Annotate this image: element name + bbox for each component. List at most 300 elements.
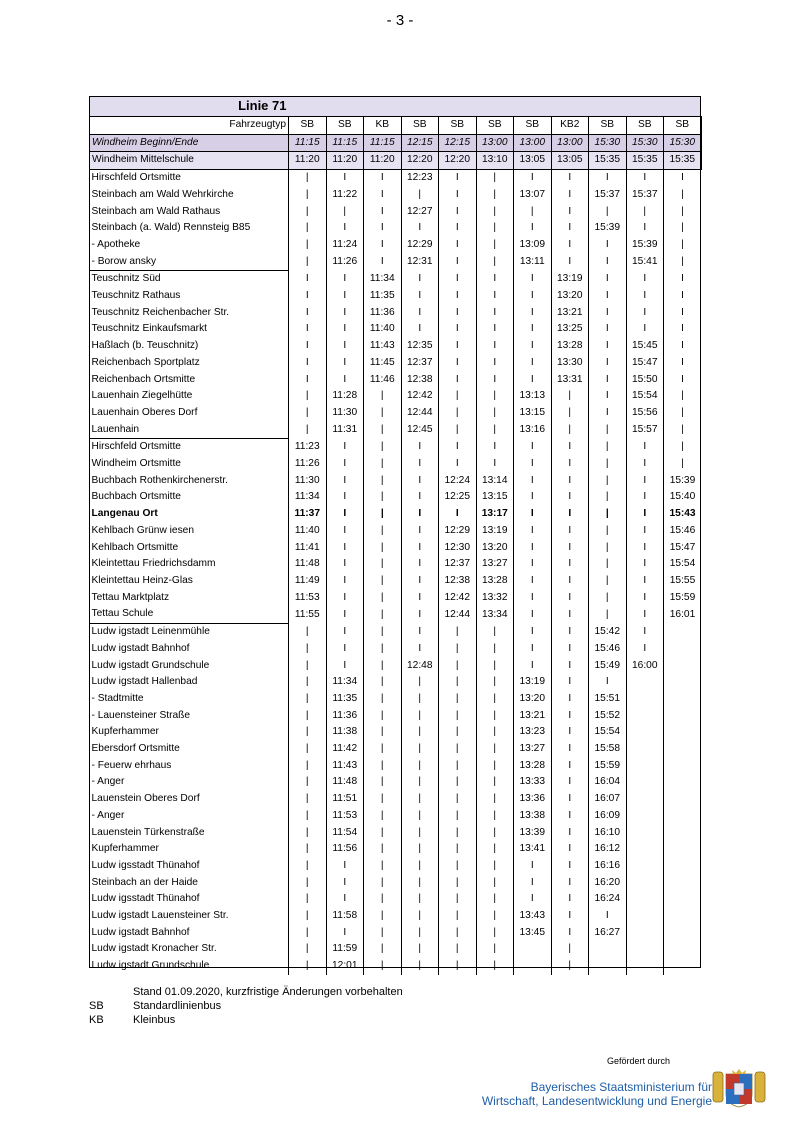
departure-time: | <box>476 641 514 658</box>
departure-time: | <box>439 791 477 808</box>
departure-time: I <box>626 489 664 506</box>
departure-time: I <box>589 237 627 254</box>
departure-time: | <box>476 187 514 204</box>
departure-time: | <box>289 858 327 875</box>
departure-time: I <box>326 658 364 675</box>
departure-time: I <box>326 925 364 942</box>
departure-time: 12:20 <box>439 152 477 170</box>
stop-name: - Anger <box>91 776 125 788</box>
departure-time: I <box>514 641 552 658</box>
departure-time: | <box>476 858 514 875</box>
departure-time: I <box>551 791 589 808</box>
departure-time: | <box>289 422 327 439</box>
departure-time: I <box>401 606 439 623</box>
departure-time: | <box>589 606 627 623</box>
departure-time: | <box>364 858 402 875</box>
departure-time: | <box>439 708 477 725</box>
departure-time: | <box>289 908 327 925</box>
departure-time: 16:10 <box>589 825 627 842</box>
departure-time: | <box>476 941 514 958</box>
departure-time: | <box>439 875 477 892</box>
departure-time: I <box>514 372 552 389</box>
departure-time: 13:20 <box>476 540 514 557</box>
departure-time: I <box>626 271 664 288</box>
departure-time: I <box>514 473 552 490</box>
departure-time: I <box>326 355 364 372</box>
departure-time: 12:44 <box>401 405 439 422</box>
departure-time: I <box>551 456 589 473</box>
departure-time: 15:43 <box>664 506 702 523</box>
departure-time: I <box>589 372 627 389</box>
stop-name: Ebersdorf Ortsmitte <box>91 743 180 755</box>
departure-time: | <box>476 237 514 254</box>
departure-time: | <box>589 556 627 573</box>
departure-time: 13:28 <box>476 573 514 590</box>
departure-time: 11:26 <box>289 456 327 473</box>
departure-time: I <box>551 691 589 708</box>
departure-time: | <box>401 875 439 892</box>
departure-time: I <box>551 473 589 490</box>
stop-name: Buchbach Ortsmitte <box>91 491 181 503</box>
departure-time: | <box>514 204 552 221</box>
departure-time: | <box>364 908 402 925</box>
departure-time: 12:29 <box>439 523 477 540</box>
departure-time: I <box>551 624 589 641</box>
departure-time: | <box>476 925 514 942</box>
departure-time: | <box>289 204 327 221</box>
departure-time: 15:35 <box>589 152 627 170</box>
departure-time: 11:53 <box>326 808 364 825</box>
stop-name: - Apotheke <box>91 238 141 250</box>
departure-time: 12:01 <box>326 958 364 975</box>
departure-time: 13:10 <box>476 152 514 170</box>
departure-time: | <box>289 708 327 725</box>
departure-time: I <box>664 305 702 322</box>
departure-time: I <box>326 606 364 623</box>
departure-time: I <box>514 590 552 607</box>
line-name: Linie 71 <box>90 97 289 117</box>
departure-time: 13:38 <box>514 808 552 825</box>
departure-time: I <box>326 624 364 641</box>
departure-time: I <box>551 825 589 842</box>
departure-time: 12:38 <box>401 372 439 389</box>
departure-time: I <box>589 388 627 405</box>
departure-time: | <box>589 422 627 439</box>
vehicle-type-cell: SB <box>326 117 364 135</box>
departure-time: | <box>589 473 627 490</box>
departure-time: 13:05 <box>514 152 552 170</box>
departure-time: | <box>401 774 439 791</box>
departure-time: | <box>289 187 327 204</box>
departure-time: | <box>401 691 439 708</box>
departure-time: | <box>551 422 589 439</box>
departure-time: 11:36 <box>364 305 402 322</box>
departure-time: I <box>401 556 439 573</box>
departure-time: 13:27 <box>476 556 514 573</box>
departure-time: I <box>401 321 439 338</box>
departure-time: 13:21 <box>514 708 552 725</box>
vehicle-type-cell: KB2 <box>551 117 589 135</box>
departure-time: 13:45 <box>514 925 552 942</box>
departure-time: I <box>626 305 664 322</box>
vehicle-type-cell: SB <box>514 117 552 135</box>
departure-time: I <box>514 220 552 237</box>
departure-time: | <box>476 758 514 775</box>
departure-time: I <box>514 658 552 675</box>
departure-time: I <box>626 170 664 187</box>
departure-time: | <box>439 658 477 675</box>
stop-name: Buchbach Rothenkirchenerstr. <box>91 474 228 486</box>
departure-time: 11:15 <box>289 134 327 152</box>
departure-time: 11:34 <box>326 674 364 691</box>
departure-time: | <box>364 388 402 405</box>
stop-name: Windheim Ortsmitte <box>91 458 181 470</box>
departure-time: I <box>551 556 589 573</box>
departure-time: I <box>326 858 364 875</box>
departure-time: | <box>476 808 514 825</box>
stop-name: - Anger <box>91 809 125 821</box>
departure-time: I <box>551 908 589 925</box>
departure-time: | <box>401 808 439 825</box>
departure-time: I <box>364 170 402 187</box>
departure-time: 11:36 <box>326 708 364 725</box>
departure-time: I <box>289 338 327 355</box>
departure-time: I <box>626 556 664 573</box>
departure-time: I <box>514 355 552 372</box>
departure-time: I <box>514 170 552 187</box>
departure-time: | <box>476 908 514 925</box>
departure-time: 11:34 <box>289 489 327 506</box>
departure-time: 11:37 <box>289 506 327 523</box>
departure-time: | <box>476 791 514 808</box>
sponsor-label: Gefördert durch <box>606 1056 670 1066</box>
stop-name: Ludw igstadt Bahnhof <box>91 642 190 654</box>
departure-time: 13:43 <box>514 908 552 925</box>
departure-time: 15:45 <box>626 338 664 355</box>
vehicle-type-cell: SB <box>476 117 514 135</box>
ministry-name <box>482 1080 712 1108</box>
departure-time: 13:00 <box>514 134 552 152</box>
departure-time: | <box>589 540 627 557</box>
departure-time: I <box>626 456 664 473</box>
departure-time: | <box>401 724 439 741</box>
departure-time: I <box>551 573 589 590</box>
departure-time: I <box>589 405 627 422</box>
departure-time: | <box>664 204 702 221</box>
departure-time: | <box>364 405 402 422</box>
departure-time: | <box>439 841 477 858</box>
departure-time: I <box>364 237 402 254</box>
departure-time: I <box>626 641 664 658</box>
departure-time: 11:59 <box>326 941 364 958</box>
departure-time: I <box>439 372 477 389</box>
departure-time: 13:11 <box>514 254 552 271</box>
departure-time: I <box>439 204 477 221</box>
departure-time: 15:35 <box>626 152 664 170</box>
departure-time: I <box>289 288 327 305</box>
departure-time: I <box>439 170 477 187</box>
departure-time: 15:54 <box>664 556 702 573</box>
departure-time: I <box>289 321 327 338</box>
stop-name: Steinbach am Wald Rathaus <box>91 205 221 217</box>
stop-name: Reichenbach Sportplatz <box>91 356 200 368</box>
departure-time: 15:54 <box>589 724 627 741</box>
departure-time: 15:39 <box>626 237 664 254</box>
departure-time: 15:59 <box>589 758 627 775</box>
departure-time: | <box>476 875 514 892</box>
departure-time: | <box>364 489 402 506</box>
departure-time: I <box>476 372 514 389</box>
departure-time: I <box>326 573 364 590</box>
departure-time: I <box>439 321 477 338</box>
departure-time: 15:57 <box>626 422 664 439</box>
stop-name: Ludw igstadt Lauensteiner Str. <box>91 910 229 922</box>
departure-time: 11:54 <box>326 825 364 842</box>
departure-time: | <box>476 674 514 691</box>
departure-time: | <box>664 237 702 254</box>
departure-time: I <box>589 288 627 305</box>
departure-time: 11:24 <box>326 237 364 254</box>
timetable-frame <box>89 96 701 968</box>
departure-time: I <box>626 220 664 237</box>
departure-time: 11:43 <box>326 758 364 775</box>
stand-note: Stand 01.09.2020, kurzfristige Änderungen vorbehalten <box>133 986 403 998</box>
departure-time: I <box>664 288 702 305</box>
departure-time: I <box>401 573 439 590</box>
departure-time: I <box>514 489 552 506</box>
departure-time: I <box>551 439 589 456</box>
departure-time: I <box>514 606 552 623</box>
departure-time: | <box>589 506 627 523</box>
departure-time: | <box>289 237 327 254</box>
stop-name: Ludw igstadt Hallenbad <box>91 676 198 688</box>
departure-time: 11:42 <box>326 741 364 758</box>
departure-time: | <box>289 674 327 691</box>
departure-time: I <box>664 338 702 355</box>
departure-time: | <box>589 489 627 506</box>
departure-time: | <box>589 204 627 221</box>
departure-time: I <box>551 506 589 523</box>
departure-time: 13:00 <box>476 134 514 152</box>
departure-time: I <box>439 271 477 288</box>
departure-time: | <box>364 741 402 758</box>
departure-time: 15:52 <box>589 708 627 725</box>
departure-time: 11:34 <box>364 271 402 288</box>
departure-time: I <box>401 624 439 641</box>
departure-time: I <box>551 590 589 607</box>
departure-time: I <box>589 271 627 288</box>
departure-time: | <box>439 825 477 842</box>
departure-time: I <box>476 355 514 372</box>
departure-time: I <box>626 439 664 456</box>
departure-time: 12:44 <box>439 606 477 623</box>
departure-time: 13:19 <box>551 271 589 288</box>
departure-time: I <box>514 305 552 322</box>
departure-time: 11:49 <box>289 573 327 590</box>
departure-time: | <box>289 941 327 958</box>
stop-name: Langenau Ort <box>91 508 158 520</box>
stop-name: Hirschfeld Ortsmitte <box>91 441 181 453</box>
departure-time: | <box>476 388 514 405</box>
departure-time: I <box>551 523 589 540</box>
stop-name: Reichenbach Ortsmitte <box>91 373 196 385</box>
departure-time: I <box>326 641 364 658</box>
departure-time: | <box>289 875 327 892</box>
departure-time: 13:20 <box>551 288 589 305</box>
departure-time: | <box>551 405 589 422</box>
departure-time: I <box>401 271 439 288</box>
departure-time: I <box>326 170 364 187</box>
departure-time: 15:30 <box>589 134 627 152</box>
departure-time: | <box>289 741 327 758</box>
departure-time: 13:34 <box>476 606 514 623</box>
departure-time: | <box>364 658 402 675</box>
departure-time: I <box>476 321 514 338</box>
departure-time: 15:55 <box>664 573 702 590</box>
departure-time: I <box>514 540 552 557</box>
departure-time: 15:40 <box>664 489 702 506</box>
departure-time: 13:13 <box>514 388 552 405</box>
departure-time: I <box>326 271 364 288</box>
departure-time: | <box>439 758 477 775</box>
departure-time: I <box>589 305 627 322</box>
departure-time: I <box>401 305 439 322</box>
departure-time: I <box>551 641 589 658</box>
departure-time: | <box>364 891 402 908</box>
departure-time: 15:39 <box>589 220 627 237</box>
departure-time: 11:38 <box>326 724 364 741</box>
stop-name: Steinbach (a. Wald) Rennsteig B85 <box>91 222 251 234</box>
departure-time: 11:30 <box>326 405 364 422</box>
departure-time: I <box>626 573 664 590</box>
departure-time: | <box>289 825 327 842</box>
departure-time: 13:28 <box>514 758 552 775</box>
stop-name: Kleintettau Heinz-Glas <box>91 574 193 586</box>
departure-time: I <box>401 473 439 490</box>
departure-time: I <box>439 506 477 523</box>
vehicle-type-cell: KB <box>364 117 402 135</box>
stop-name: Teuschnitz Einkaufsmarkt <box>91 323 208 335</box>
departure-time: I <box>664 355 702 372</box>
departure-time: | <box>364 439 402 456</box>
departure-time: | <box>364 422 402 439</box>
departure-time: 16:12 <box>589 841 627 858</box>
departure-time: I <box>476 271 514 288</box>
departure-time: | <box>401 187 439 204</box>
departure-time: I <box>289 355 327 372</box>
stop-name: Haßlach (b. Teuschnitz) <box>91 340 199 352</box>
departure-time: | <box>364 875 402 892</box>
departure-time: | <box>439 941 477 958</box>
departure-time: 13:39 <box>514 825 552 842</box>
departure-time: I <box>326 305 364 322</box>
departure-time: | <box>364 774 402 791</box>
departure-time: 12:35 <box>401 338 439 355</box>
departure-time: 11:51 <box>326 791 364 808</box>
departure-time: I <box>664 170 702 187</box>
departure-time: | <box>364 556 402 573</box>
departure-time: I <box>514 891 552 908</box>
departure-time: | <box>439 774 477 791</box>
departure-time: 12:20 <box>401 152 439 170</box>
departure-time: I <box>401 439 439 456</box>
departure-time: I <box>439 288 477 305</box>
departure-time: | <box>289 925 327 942</box>
departure-time: I <box>514 456 552 473</box>
departure-time: | <box>439 891 477 908</box>
stop-name: Kupferhammer <box>91 726 159 738</box>
stop-name: - Stadtmitte <box>91 692 144 704</box>
departure-time: 13:25 <box>551 321 589 338</box>
departure-time: I <box>626 321 664 338</box>
departure-time: | <box>664 254 702 271</box>
departure-time: 12:29 <box>401 237 439 254</box>
departure-time: | <box>401 758 439 775</box>
departure-time: | <box>476 422 514 439</box>
departure-time: I <box>626 606 664 623</box>
departure-time: I <box>326 288 364 305</box>
departure-time: 12:15 <box>401 134 439 152</box>
departure-time: 16:16 <box>589 858 627 875</box>
departure-time: | <box>364 624 402 641</box>
stop-name: Lauenhain Ziegelhütte <box>91 390 193 402</box>
departure-time: | <box>439 858 477 875</box>
departure-time: | <box>364 841 402 858</box>
departure-time: 15:58 <box>589 741 627 758</box>
departure-time: I <box>439 237 477 254</box>
departure-time: I <box>401 506 439 523</box>
departure-time: | <box>626 204 664 221</box>
departure-time: I <box>326 338 364 355</box>
departure-time: | <box>439 405 477 422</box>
departure-time: | <box>401 858 439 875</box>
departure-time: | <box>364 473 402 490</box>
departure-time: I <box>289 372 327 389</box>
departure-time: | <box>476 624 514 641</box>
departure-time: 13:23 <box>514 724 552 741</box>
stop-name: Lauenhain Oberes Dorf <box>91 406 198 418</box>
departure-time: I <box>589 321 627 338</box>
vehicle-type-cell: SB <box>401 117 439 135</box>
departure-time: I <box>326 556 364 573</box>
departure-time: I <box>589 674 627 691</box>
departure-time: I <box>364 254 402 271</box>
departure-time: 11:28 <box>326 388 364 405</box>
departure-time: I <box>439 338 477 355</box>
departure-time: | <box>476 691 514 708</box>
departure-time: | <box>439 908 477 925</box>
departure-time: I <box>326 473 364 490</box>
stop-name: Ludw igsstadt Thünahof <box>91 859 200 871</box>
departure-time: 11:58 <box>326 908 364 925</box>
departure-time: 13:14 <box>476 473 514 490</box>
departure-time: 13:05 <box>551 152 589 170</box>
departure-time: I <box>551 170 589 187</box>
stop-name: Teuschnitz Rathaus <box>91 290 181 302</box>
departure-time: 11:56 <box>326 841 364 858</box>
departure-time: I <box>364 187 402 204</box>
stop-name: Tettau Marktplatz <box>91 591 170 603</box>
departure-time: | <box>439 925 477 942</box>
departure-time: I <box>551 724 589 741</box>
ministry-line-1: Bayerisches Staatsministerium für <box>530 1080 712 1094</box>
departure-time: 12:24 <box>439 473 477 490</box>
departure-time: 13:09 <box>514 237 552 254</box>
departure-time: | <box>289 658 327 675</box>
stop-name: Lauenstein Türkenstraße <box>91 826 205 838</box>
departure-time: I <box>589 170 627 187</box>
stop-name: Windheim Mittelschule <box>90 152 289 170</box>
